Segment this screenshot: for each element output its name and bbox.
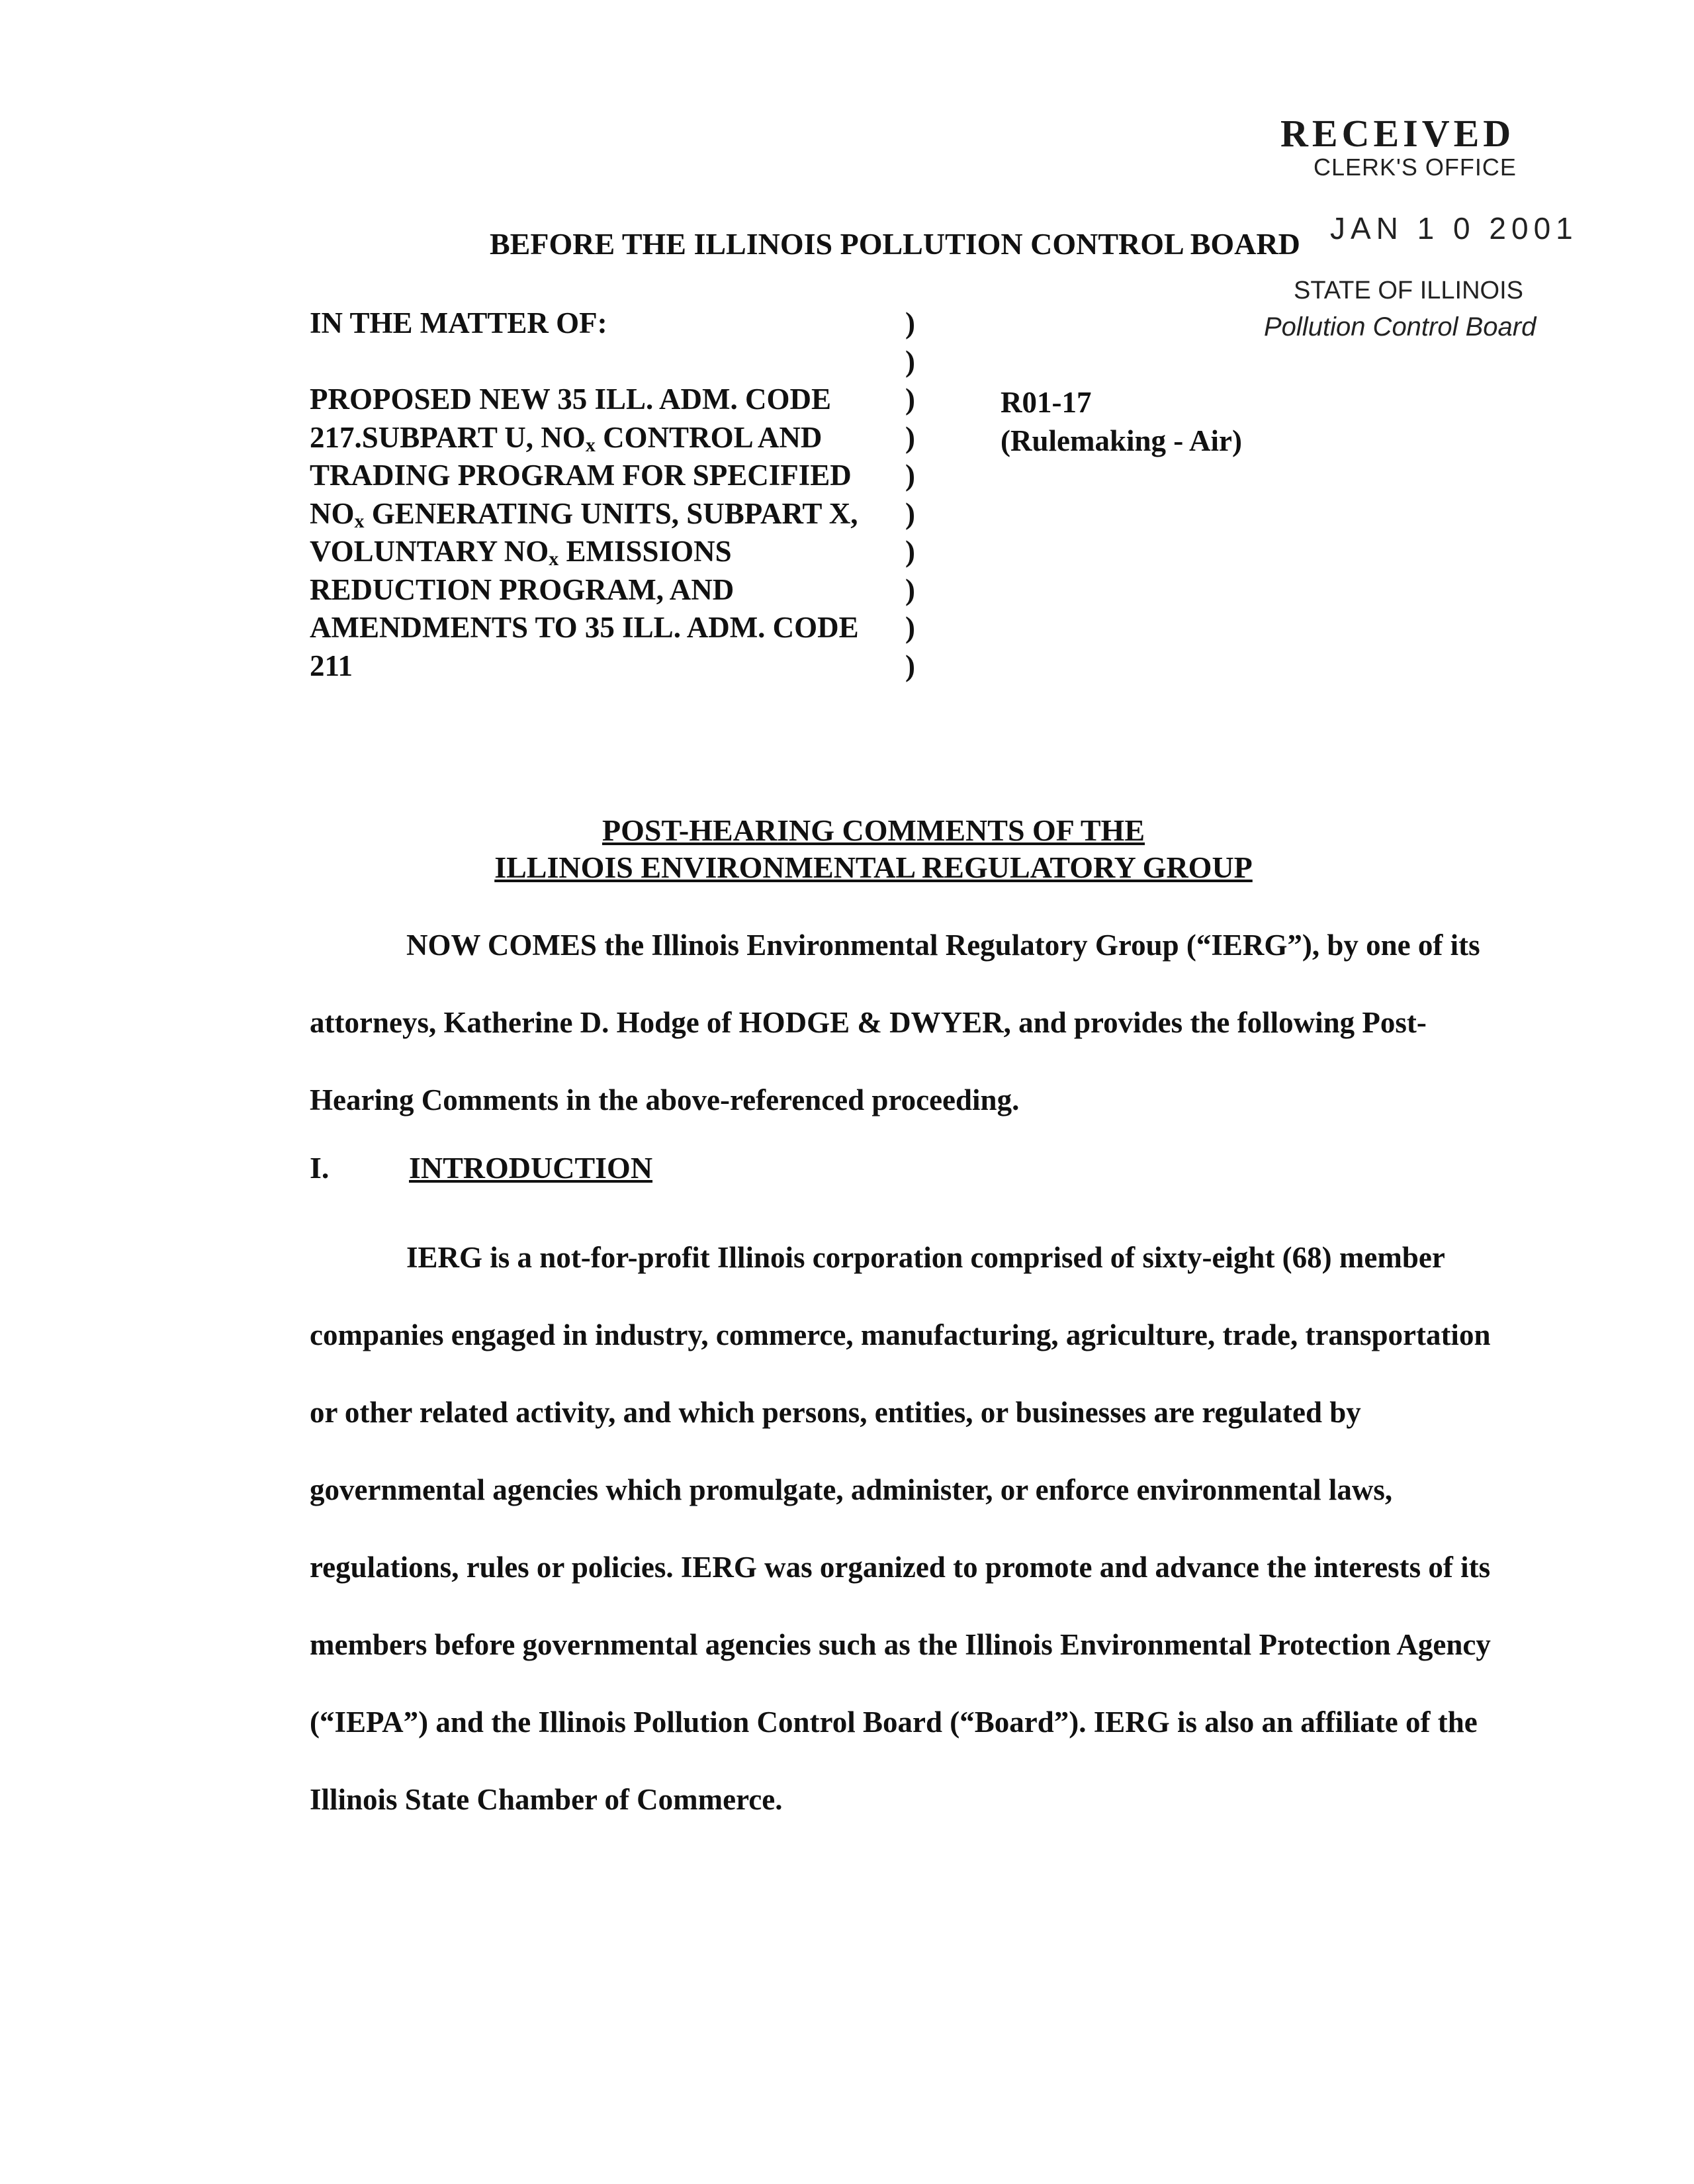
caption-line: REDUCTION PROGRAM, AND ) <box>310 572 915 606</box>
received-date-stamp: JAN 1 0 2001 <box>1330 211 1578 246</box>
document-title-line2: ILLINOIS ENVIRONMENTAL REGULATORY GROUP <box>494 850 1253 884</box>
section-heading <box>310 1150 652 1185</box>
caption-line: 211 ) <box>310 649 915 682</box>
introduction-paragraph: IERG is a not-for-profit Illinois corporation comprised of sixty-eight (68) member companies engaged in industry, commerce, manufacturing, agriculture, trade, transportation or other related activity, and which persons, entities, or businesses are regulated by governmental agencies which promulgate, administer, or enforce environmental laws, regulations, rules or policies. IERG was organized to promote and advance the interests of its members before governmental agencies such as the Illinois Environmental Protection Agency (“IEPA”) and the Illinois Pollution Control Board (“Board”). IERG is also an affiliate of the Illinois State Chamber of Commerce. <box>310 1241 1491 1816</box>
received-stamp: RECEIVED <box>1280 112 1515 155</box>
section-number: I. <box>310 1151 330 1185</box>
caption-line: 217.SUBPART U, $NO_x$ CONTROL AND ) <box>310 420 915 456</box>
section-title: INTRODUCTION <box>409 1151 653 1185</box>
docket-type: (Rulemaking - Air) <box>1001 424 1242 457</box>
caption-line: TRADING PROGRAM FOR SPECIFIED ) <box>310 459 915 492</box>
caption-line: ) <box>905 344 915 378</box>
caption-line: $NO_x$ GENERATING UNITS, SUBPART X, ) <box>310 496 915 532</box>
docket-block <box>1001 384 1242 460</box>
case-caption <box>310 304 932 685</box>
document-title-line1: POST-HEARING COMMENTS OF THE <box>602 813 1145 847</box>
state-stamp: STATE OF ILLINOIS <box>1294 277 1523 304</box>
caption-line: VOLUNTARY $NO_x$ EMISSIONS ) <box>310 535 915 570</box>
board-heading: BEFORE THE ILLINOIS POLLUTION CONTROL BOARD <box>490 227 1300 261</box>
docket-number: R01-17 <box>1001 386 1092 419</box>
intro-paragraph: NOW COMES the Illinois Environmental Regulatory Group (“IERG”), by one of its attorneys, Katherine D. Hodge of HODGE & DWYER, and provides the following Post-Hearing Comments in the above-referenced proceeding. <box>310 929 1480 1116</box>
clerk-office-stamp: CLERK'S OFFICE <box>1314 154 1517 181</box>
caption-line: AMENDMENTS TO 35 ILL. ADM. CODE ) <box>310 611 915 644</box>
caption-line: IN THE MATTER OF: ) <box>310 306 915 340</box>
caption-line: PROPOSED NEW 35 ILL. ADM. CODE ) <box>310 383 915 416</box>
board-stamp: Pollution Control Board <box>1264 312 1537 341</box>
